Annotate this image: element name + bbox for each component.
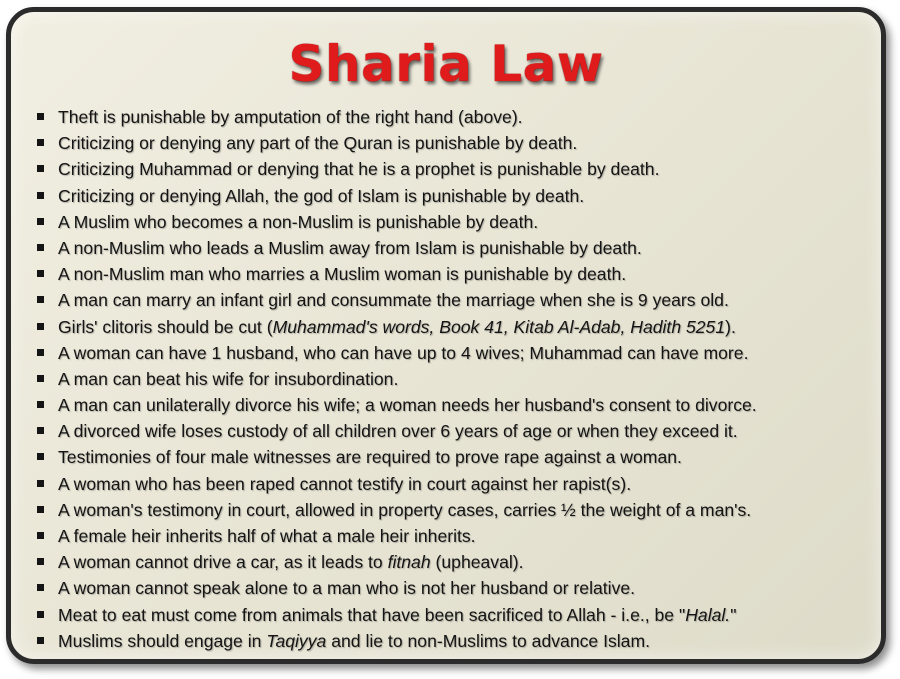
list-item-text — [58, 212, 538, 233]
list-item — [37, 369, 757, 395]
italic-text: Muhammad's words, Book 41, Kitab Al-Adab, Hadith 5251 — [272, 316, 726, 337]
list-item-text — [58, 317, 736, 338]
text-segment: Girls' clitoris should be cut ( — [58, 316, 273, 337]
list-item — [37, 474, 757, 500]
text-segment: A female heir inherits half of what a male heir inherits. — [58, 526, 476, 546]
list-item-text — [58, 159, 659, 180]
list-item — [37, 159, 757, 185]
list-item — [37, 552, 757, 578]
list-item — [37, 421, 757, 447]
list-item — [37, 133, 757, 159]
bullet-icon — [37, 637, 44, 644]
list-item — [37, 238, 757, 264]
list-item — [37, 578, 757, 604]
rules-list — [37, 107, 757, 657]
bullet-icon — [37, 558, 44, 565]
list-item — [37, 264, 757, 290]
list-item — [37, 631, 757, 657]
text-segment: ). — [725, 316, 736, 337]
text-segment: A Muslim who becomes a non-Muslim is punishable by death. — [58, 211, 539, 232]
list-item-text — [58, 605, 736, 626]
bullet-icon — [37, 532, 44, 539]
list-item — [37, 317, 757, 343]
list-item-text — [58, 343, 748, 364]
text-segment: and lie to non-Muslims to advance Islam. — [326, 630, 650, 651]
bullet-icon — [37, 453, 44, 460]
bullet-icon — [37, 244, 44, 251]
text-segment: A woman who has been raped cannot testify in court against her rapist(s). — [58, 473, 632, 494]
list-item — [37, 605, 757, 631]
bullet-icon — [37, 323, 44, 330]
bullet-icon — [37, 165, 44, 172]
text-segment: A man can marry an infant girl and consummate the marriage when she is 9 years old. — [58, 290, 729, 311]
list-item — [37, 212, 757, 238]
sharia-law-card — [6, 7, 886, 664]
list-item-text — [58, 107, 523, 128]
text-segment: Criticizing or denying any part of the Quran is punishable by death. — [58, 133, 578, 154]
page-title: Sharia Law — [288, 35, 604, 93]
list-item — [37, 447, 757, 473]
bullet-icon — [37, 139, 44, 146]
text-segment: Theft is punishable by amputation of the right hand (above). — [58, 107, 523, 127]
text-segment: Testimonies of four male witnesses are required to prove rape against a woman. — [58, 447, 682, 468]
text-segment: Meat to eat must come from animals that have been sacrificed to Allah - i.e., be " — [58, 604, 686, 625]
text-segment: A woman can have 1 husband, who can have up to 4 wives; Muhammad can have more. — [58, 342, 749, 363]
bullet-icon — [37, 192, 44, 199]
text-segment: A divorced wife loses custody of all children over 6 years of age or when they exceed it. — [58, 421, 738, 442]
bullet-icon — [37, 611, 44, 618]
bullet-icon — [37, 584, 44, 591]
bullet-icon — [37, 270, 44, 277]
bullet-icon — [37, 480, 44, 487]
text-segment: A man can beat his wife for insubordination. — [58, 368, 399, 389]
bullet-icon — [37, 296, 44, 303]
list-item-text — [58, 526, 476, 547]
list-item-text — [58, 474, 631, 495]
text-segment: A woman cannot speak alone to a man who is not her husband or relative. — [58, 578, 636, 599]
bullet-icon — [37, 427, 44, 434]
text-segment: Criticizing or denying Allah, the god of Islam is punishable by death. — [58, 185, 585, 206]
list-item — [37, 500, 757, 526]
italic-text: Halal. — [685, 604, 731, 625]
list-item-text — [58, 369, 398, 390]
list-item-text — [58, 238, 642, 259]
text-segment: Muslims should engage in — [58, 630, 267, 651]
list-item-text — [58, 133, 577, 154]
italic-text: fitnah — [387, 552, 431, 573]
list-item-text — [58, 290, 729, 311]
list-item — [37, 343, 757, 369]
bullet-icon — [37, 401, 44, 408]
text-segment: " — [730, 604, 737, 625]
list-item-text — [58, 500, 751, 521]
list-item-text — [58, 552, 524, 573]
list-item — [37, 107, 757, 133]
text-segment: Criticizing Muhammad or denying that he is a prophet is punishable by death. — [58, 159, 660, 180]
list-item-text — [58, 395, 757, 416]
text-segment: A non-Muslim man who marries a Muslim woman is punishable by death. — [58, 264, 627, 285]
bullet-icon — [37, 349, 44, 356]
bullet-icon — [37, 113, 44, 120]
text-segment: A woman's testimony in court, allowed in property cases, carries ½ the weight of a man's. — [58, 499, 752, 520]
list-item — [37, 290, 757, 316]
list-item — [37, 186, 757, 212]
text-segment: A man can unilaterally divorce his wife; a woman needs her husband's consent to divorce. — [58, 395, 757, 416]
list-item-text — [58, 631, 650, 652]
list-item-text — [58, 578, 635, 599]
italic-text: Taqiyya — [266, 630, 327, 651]
bullet-icon — [37, 218, 44, 225]
text-segment: (upheaval). — [430, 552, 524, 573]
list-item-text — [58, 264, 626, 285]
list-item — [37, 395, 757, 421]
bullet-icon — [37, 375, 44, 382]
list-item — [37, 526, 757, 552]
text-segment: A non-Muslim who leads a Muslim away from Islam is punishable by death. — [58, 237, 642, 258]
text-segment: A woman cannot drive a car, as it leads to — [58, 552, 388, 573]
list-item-text — [58, 447, 682, 468]
list-item-text — [58, 421, 738, 442]
list-item-text — [58, 186, 584, 207]
bullet-icon — [37, 506, 44, 513]
